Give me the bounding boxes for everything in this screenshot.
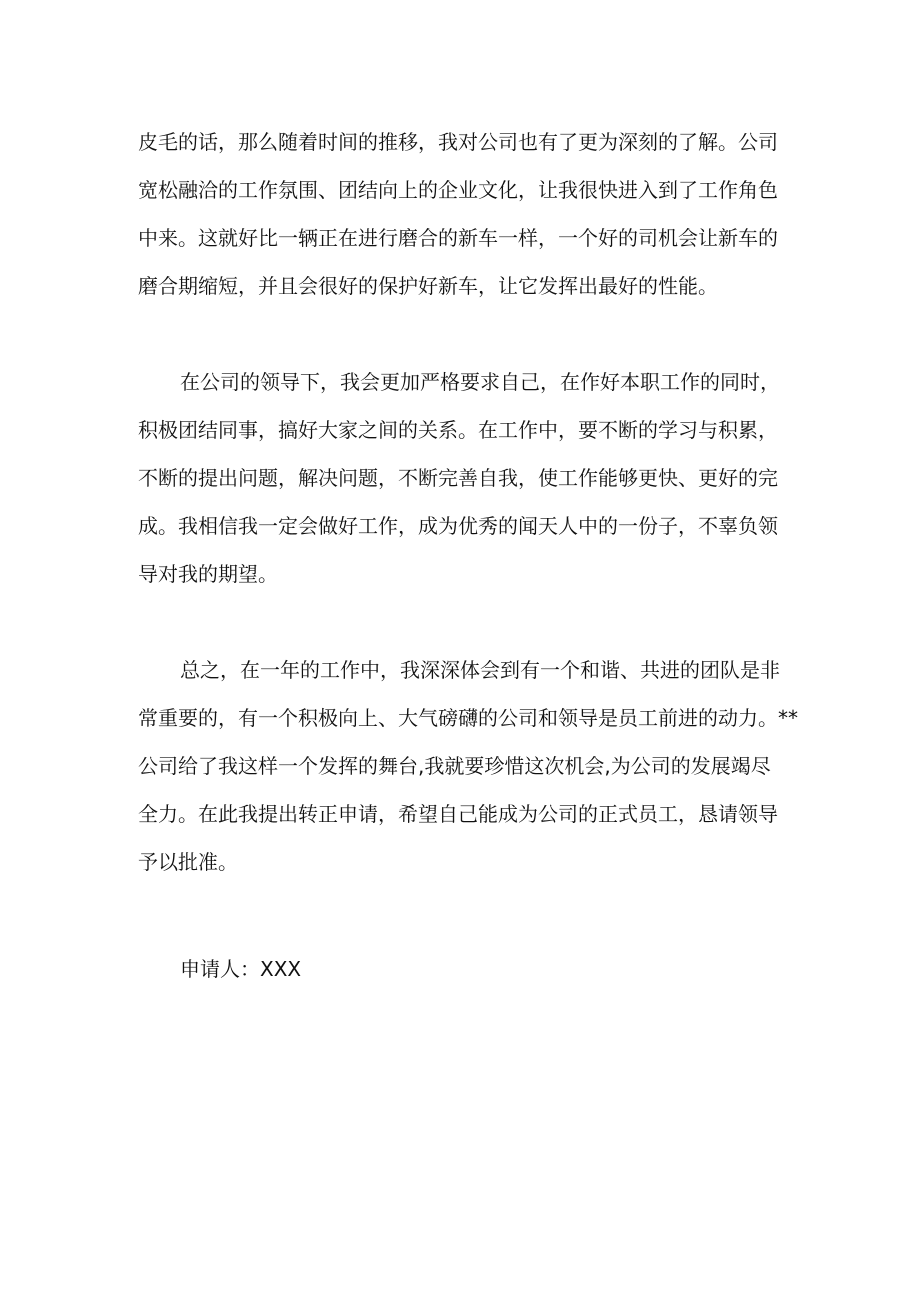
paragraph-line: 积极团结同事，搞好大家之间的关系。在工作中，要不断的学习与积累， [138, 418, 778, 442]
applicant-signature: 申请人：XXX [180, 957, 302, 981]
paragraph-line: 总之，在一年的工作中，我深深体会到有一个和谐、共进的团队是非 [180, 658, 780, 682]
paragraph-line: 公司给了我这样一个发挥的舞台,我就要珍惜这次机会,为公司的发展竭尽 [138, 754, 771, 778]
paragraph-1 [138, 118, 788, 310]
paragraph-line: 全力。在此我提出转正申请，希望自己能成为公司的正式员工，恳请领导 [138, 802, 778, 826]
paragraph-line: 予以批准。 [138, 850, 238, 874]
paragraph-line: 成。我相信我一定会做好工作，成为优秀的闻天人中的一份子，不辜负领 [138, 514, 778, 538]
paragraph-2 [138, 358, 788, 598]
paragraph-line: 在公司的领导下，我会更加严格要求自己，在作好本职工作的同时， [180, 370, 780, 394]
paragraph-line: 常重要的，有一个积极向上、大气磅礴的公司和领导是员工前进的动力。** [138, 706, 798, 730]
paragraph-line: 皮毛的话，那么随着时间的推移，我对公司也有了更为深刻的了解。公司 [138, 130, 778, 154]
paragraph-line: 磨合期缩短，并且会很好的保护好新车，让它发挥出最好的性能。 [138, 274, 718, 298]
paragraph-line: 宽松融洽的工作氛围、团结向上的企业文化，让我很快进入到了工作角色 [138, 178, 778, 202]
signature-block [138, 945, 788, 993]
paragraph-line: 导对我的期望。 [138, 562, 278, 586]
paragraph-line: 不断的提出问题，解决问题，不断完善自我，使工作能够更快、更好的完 [138, 466, 778, 490]
paragraph-3 [138, 646, 798, 886]
paragraph-line: 中来。这就好比一辆正在进行磨合的新车一样，一个好的司机会让新车的 [138, 226, 778, 250]
